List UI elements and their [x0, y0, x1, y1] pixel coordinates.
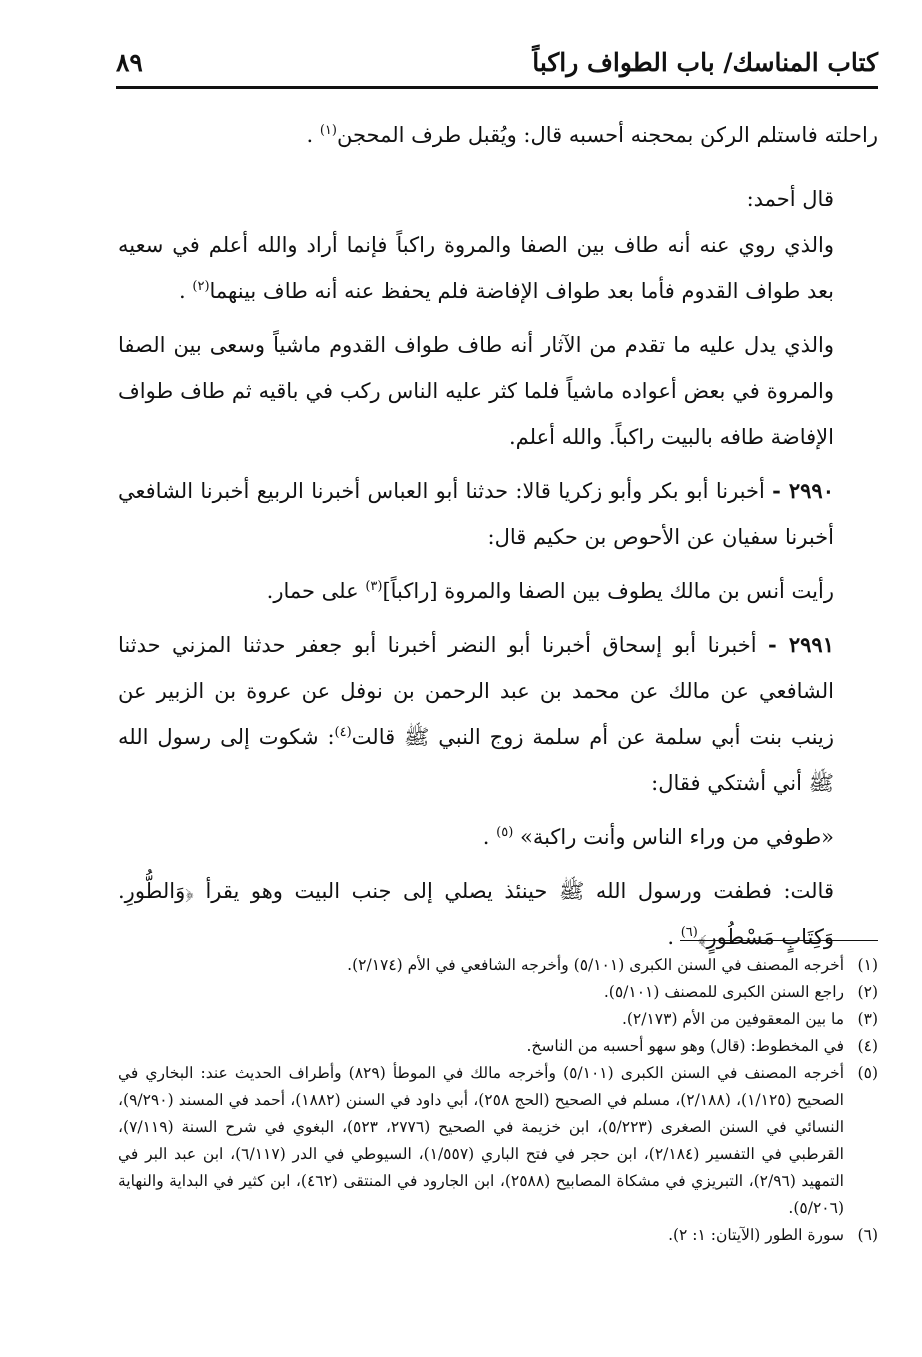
- footnote-ref-1: (١): [319, 123, 337, 138]
- paragraph-continuation: [118, 112, 878, 158]
- footnote-ref-4: (٤): [334, 725, 352, 740]
- quote-end: .: [482, 825, 490, 849]
- footnote-number: (٤): [857, 1037, 878, 1055]
- hadith-text: أخبرنا أبو إسحاق أخبرنا أبو النضر أخبرنا أبو جعفر حدثنا المزني حدثنا الشافعي عن مالك عن محمد بن عبد الرحمن بن نوفل عن عروة بن الزبير عن زينب بنت أبي سلمة عن أم سلمة زوج النبي ﷺ قالت: [118, 633, 834, 749]
- page-header: [116, 46, 878, 86]
- hadith-2991-quote: [118, 814, 878, 860]
- footnote-number: (٦): [857, 1226, 878, 1244]
- hadith-number: ٢٩٩٠ -: [772, 478, 834, 503]
- footnote-1: [118, 952, 878, 979]
- running-title: كتاب المناسك/ باب الطواف راكباً: [532, 48, 878, 77]
- footnote-ref-2: (٢): [192, 279, 210, 294]
- hadith-2990-quote: [118, 568, 878, 614]
- quote-text: رأيت أنس بن مالك يطوف بين الصفا والمروة [راكباً]: [382, 579, 834, 603]
- footnote-ref-6: (٦): [680, 925, 698, 940]
- footnote-ref-5: (٥): [496, 825, 514, 840]
- footnote-ref-3: (٣): [365, 579, 383, 594]
- header-rule: [116, 86, 878, 89]
- footnote-4: [118, 1033, 878, 1060]
- paragraph-end: .: [667, 925, 675, 949]
- footnote-text: أخرجه المصنف في السنن الكبرى (٥/١٠١) وأخرجه مالك في الموطأ (٨٢٩) وأطراف الحديث عند: البخاري في الصحيح (١/١٢٥)، (٢/١٨٨)، مسلم في الصحيح (الحج ٢٥٨)، أبي داود في السنن (١٨٨٢)، أحمد في المسند (٩/٢٩٠)، النسائي في السنن الصغرى (٥/٢٢٣)، ابن خزيمة في الصحيح (٢٧٧٦، ٥٢٣)، البغوي في شرح السنة (٧/١١٩)، القرطبي في التفسير (٢/١٨٤)، ابن حجر في فتح الباري (١/٥٥٧)، السيوطي في الدر (٦/١١٧)، ابن عبد البر في التمهيد (٢/٩٦)، التبريزي في مشكاة المصابيح (٢٥٨٨)، ابن الجارود في المنتقى (٤٦٢)، ابن كثير في البداية والنهاية (٥/٢٠٦).: [118, 1064, 845, 1217]
- footnote-number: (١): [857, 956, 878, 974]
- quote-text-end: على حمار.: [266, 579, 359, 603]
- footnotes: [118, 952, 878, 1249]
- footnote-5: [118, 1060, 878, 1222]
- footnote-text: في المخطوط: (قال) وهو سهو أحسبه من الناسخ.: [526, 1037, 844, 1055]
- paragraph-text: راحلته فاستلم الركن بمحجنه أحسبه قال: ويُقبل طرف المحجن: [336, 123, 878, 147]
- footnote-6: [118, 1222, 878, 1249]
- footnote-number: (٢): [857, 983, 878, 1001]
- quote-text: «طوفي من وراء الناس وأنت راكبة»: [519, 825, 834, 849]
- hadith-number: ٢٩٩١ -: [768, 632, 834, 657]
- hadith-text: قالت: فطفت ورسول الله ﷺ حينئذ يصلي إلى جنب البيت وهو يقرأ ﴿وَالطُّورِ. وَكِتَابٍ مَسْطُورٍ﴾: [118, 879, 834, 949]
- footnote-number: (٣): [857, 1010, 878, 1028]
- footnote-separator: [680, 940, 878, 941]
- hadith-2991: [118, 622, 878, 806]
- paragraph-end: .: [306, 123, 314, 147]
- footnote-3: [118, 1006, 878, 1033]
- footnote-text: ما بين المعقوفين من الأم (٢/١٧٣).: [621, 1010, 844, 1028]
- page-number: ٨٩: [116, 48, 143, 77]
- footnote-2: [118, 979, 878, 1006]
- paragraph-end: .: [179, 279, 186, 303]
- footnote-text: أخرجه المصنف في السنن الكبرى (٥/١٠١) وأخرجه الشافعي في الأم (٢/١٧٤).: [347, 956, 844, 974]
- paragraph-ahmad-commentary: [118, 222, 878, 314]
- hadith-2991-ending: [118, 868, 878, 960]
- footnote-number: (٥): [857, 1064, 878, 1082]
- hadith-2990: [118, 468, 878, 560]
- hadith-text: أخبرنا أبو بكر وأبو زكريا قالا: حدثنا أبو العباس أخبرنا الربيع أخبرنا الشافعي أخبرنا سفيان عن الأحوص بن حكيم قال:: [118, 479, 834, 549]
- footnote-text: سورة الطور (الآيتان: ١: ٢).: [668, 1226, 844, 1244]
- paragraph-ahmad-heading: قال أحمد:: [746, 187, 834, 211]
- main-text: [118, 112, 878, 960]
- hadith-text-cont: : شكوت إلى رسول الله ﷺ أني أشتكي فقال:: [118, 725, 834, 795]
- paragraph-text: والذي روي عنه أنه طاف بين الصفا والمروة راكباً فإنما أراد والله أعلم في سعيه بعد طواف القدوم فأما بعد طواف الإفاضة فلم يحفظ عنه أنه طاف بينهما: [118, 233, 834, 303]
- paragraph-evidence: والذي يدل عليه ما تقدم من الآثار أنه طاف طواف القدوم ماشياً وسعى بين الصفا والمروة في بعض أعواده ماشياً فلما كثر عليه الناس ركب في باقيه ثم طاف طواف الإفاضة طافه بالبيت راكباً. والله أعلم.: [118, 333, 834, 449]
- footnote-text: راجع السنن الكبرى للمصنف (٥/١٠١).: [603, 983, 844, 1001]
